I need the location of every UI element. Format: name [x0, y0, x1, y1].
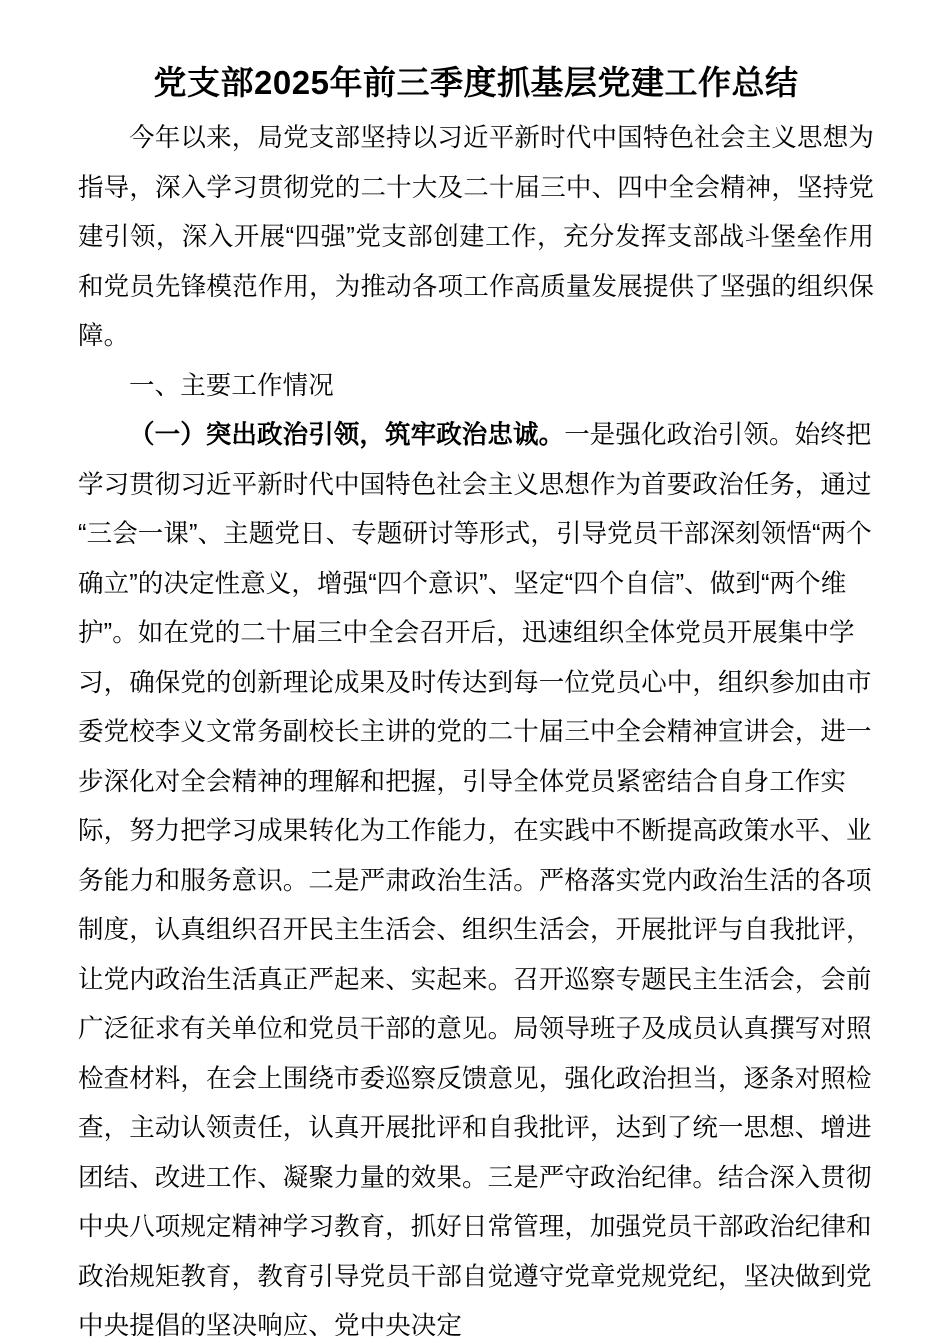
subsection-1-1: [78, 411, 874, 1344]
subsection-body-text: 一是强化政治引领。始终把学习贯彻习近平新时代中国特色社会主义思想作为首要政治任务，通过“三会一课”、主题党日、专题研讨等形式，引导党员干部深刻领悟“两个确立”的决定性意义，增强“四个意识”、坚定“四个自信”、做到“两个维护”。如在党的二十届三中全会召开后，迅速组织全体党员开展集中学习，确保党的创新理论成果及时传达到每一位党员心中，组织参加由市委党校李义文常务副校长主讲的党的二十届三中全会精神宣讲会，进一步深化对全会精神的理解和把握，引导全体党员紧密结合自身工作实际，努力把学习成果转化为工作能力，在实践中不断提高政策水平、业务能力和服务意识。二是严肃政治生活。严格落实党内政治生活的各项制度，认真组织召开民主生活会、组织生活会，开展批评与自我批评，让党内政治生活真正严起来、实起来。召开巡察专题民主生活会，会前广泛征求有关单位和党员干部的意见。局领导班子及成员认真撰写对照检查材料，在会上围绕市委巡察反馈意见，强化政治担当，逐条对照检查，主动认领责任，认真开展批评和自我批评，达到了统一思想、增进团结、改进工作、凝聚力量的效果。三是严守政治纪律。结合深入贯彻中央八项规定精神学习教育，抓好日常管理，加强党员干部政治纪律和政治规矩教育，教育引导党员干部自觉遵守党章党规党纪，坚决做到党中央提倡的坚决响应、党中央决定: [78, 421, 872, 1341]
paragraph-opening: 今年以来，局党支部坚持以习近平新时代中国特色社会主义思想为指导，深入学习贯彻党的二十大及二十届三中、四中全会精神，坚持党建引领，深入开展“四强”党支部创建工作，充分发挥支部战斗堡垒作用和党员先锋模范作用，为推动各项工作高质量发展提供了坚强的组织保障。: [78, 124, 874, 351]
section-heading-1: 一、主要工作情况: [129, 371, 334, 400]
page-title: 党支部2025年前三季度抓基层党建工作总结: [153, 64, 799, 101]
document-content: [78, 0, 874, 1344]
subsection-bold-lead: （一）突出政治引领，筑牢政治忠诚。: [129, 421, 565, 450]
